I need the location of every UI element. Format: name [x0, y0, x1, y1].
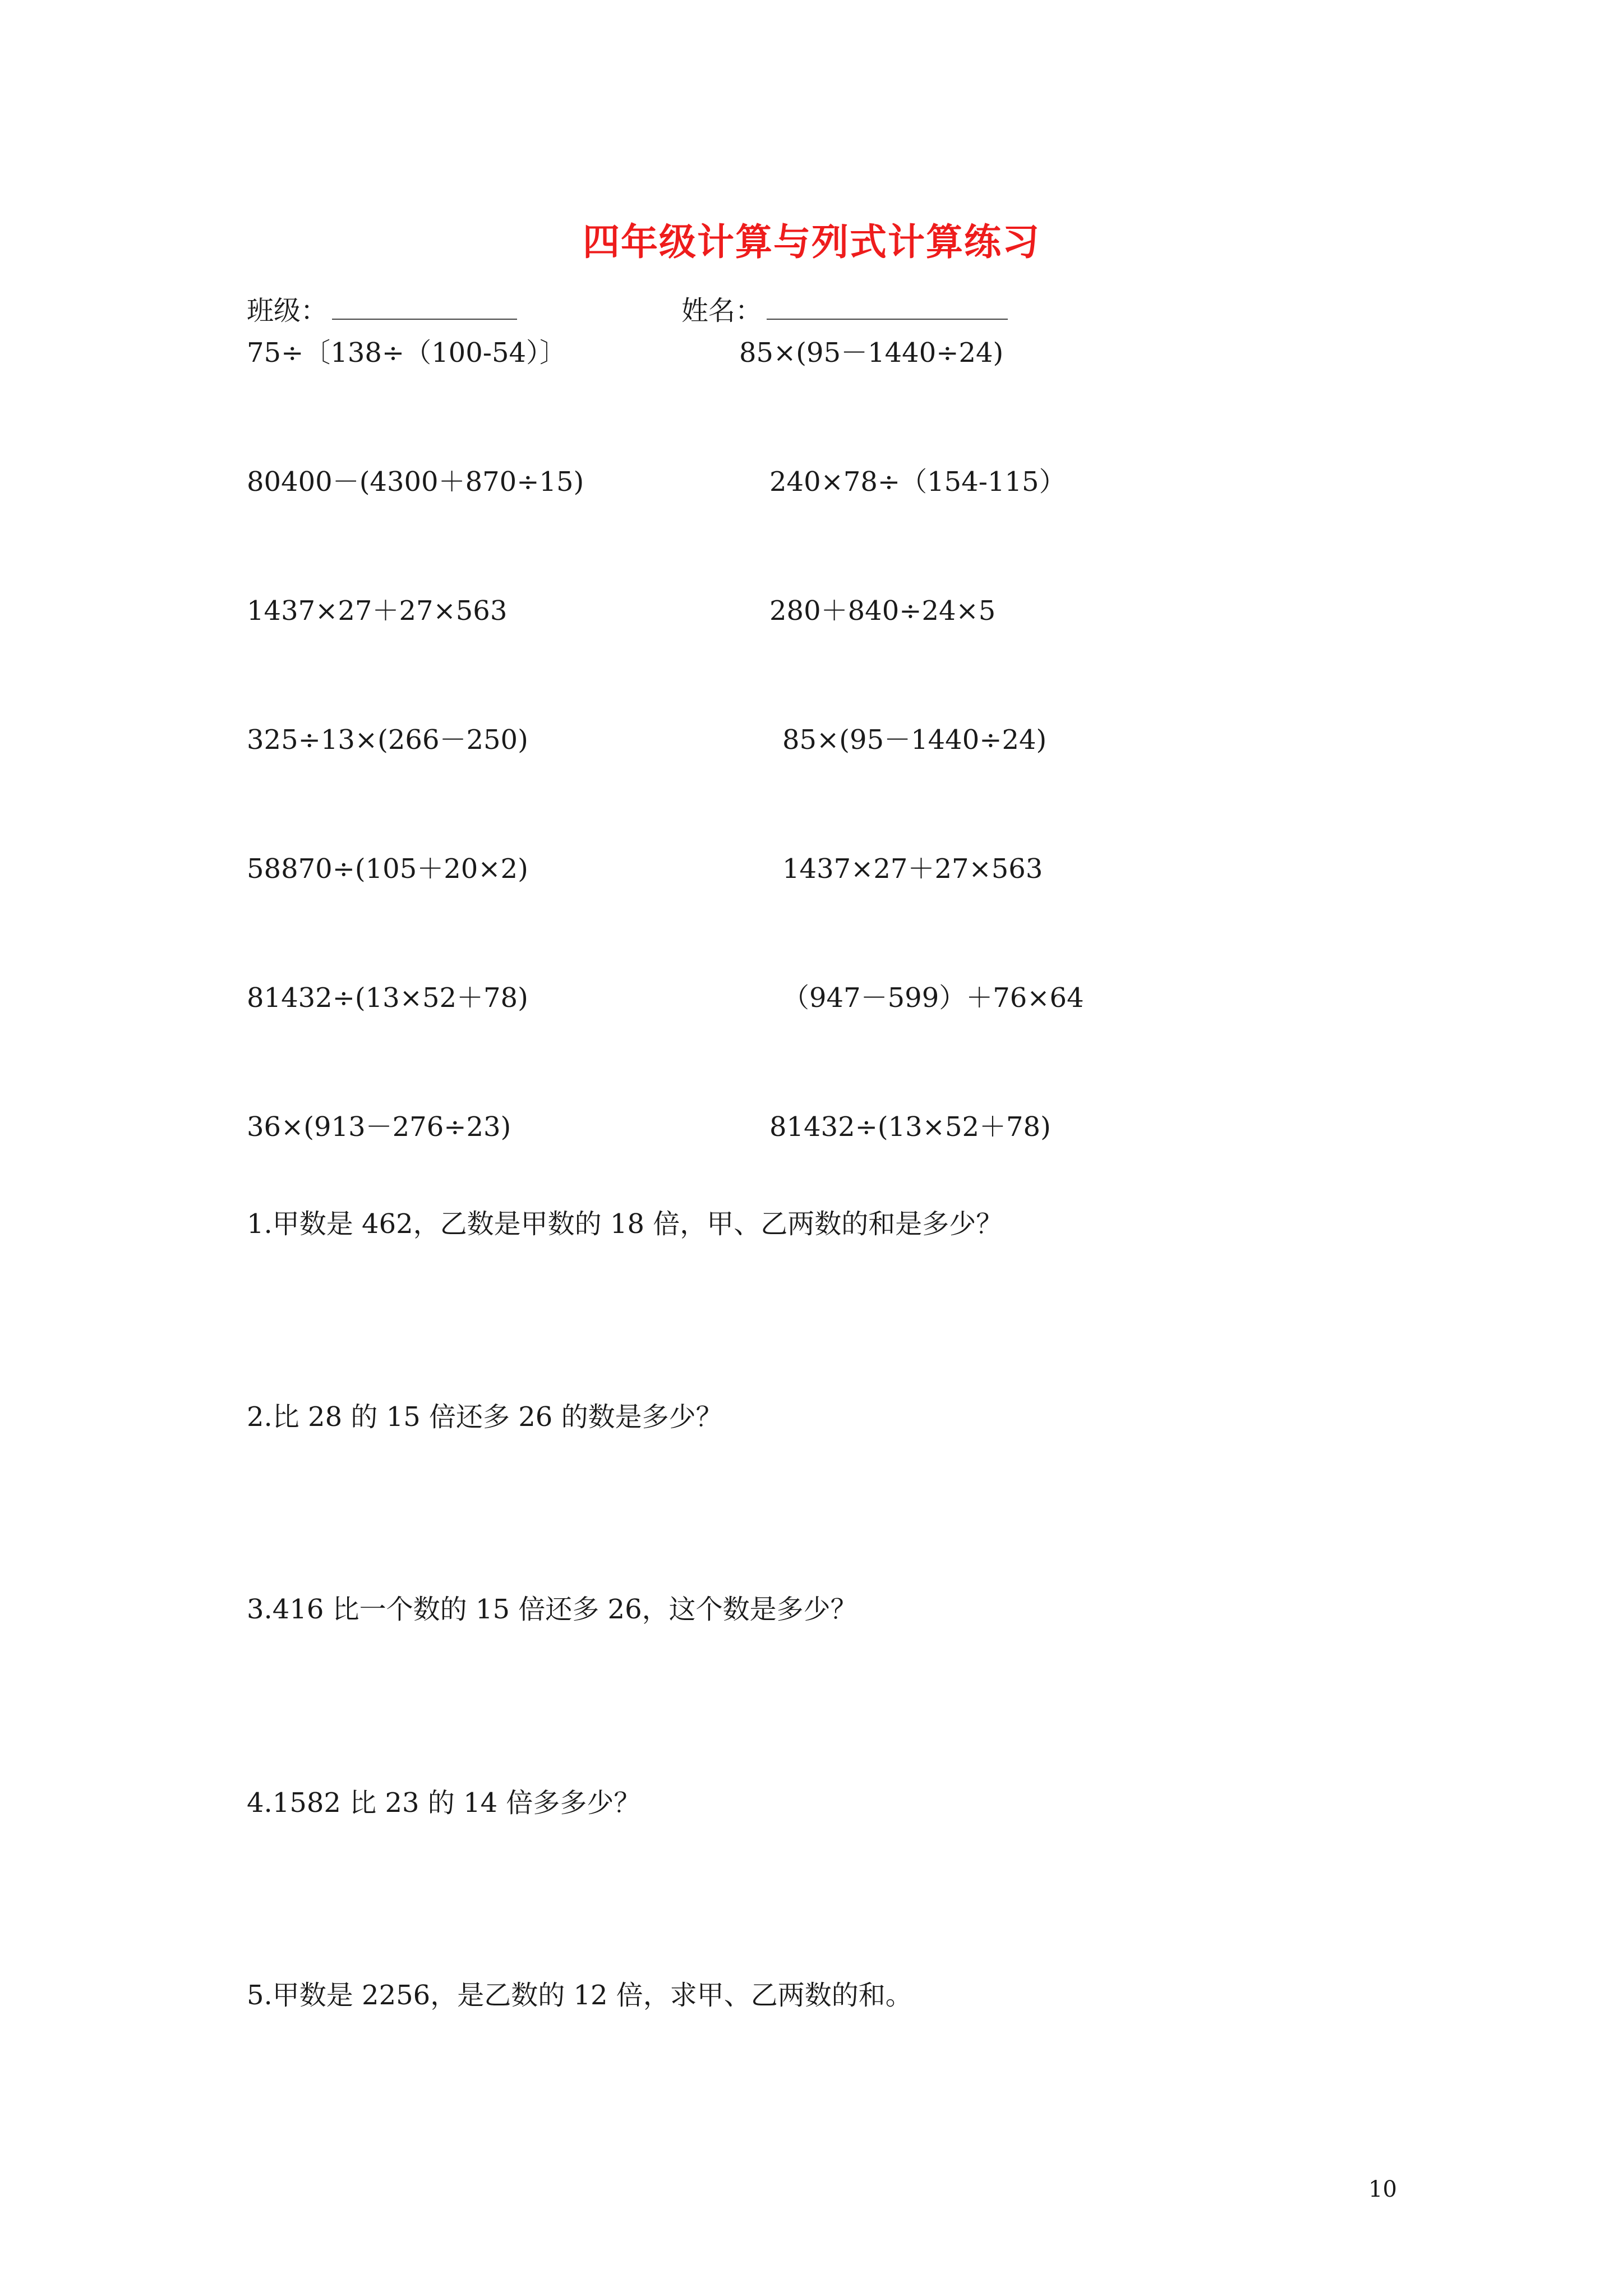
calc-problem-4-left: 325÷13×(266－250): [247, 724, 528, 756]
name-label: 姓名：: [681, 295, 763, 326]
word-problem-1: 1.甲数是 462，乙数是甲数的 18 倍，甲、乙两数的和是多少？: [247, 1208, 1003, 1240]
word-problem-3: 3.416 比一个数的 15 倍还多 26，这个数是多少？: [247, 1594, 857, 1625]
word-problem-4: 4.1582 比 23 的 14 倍多多少？: [247, 1787, 641, 1819]
name-blank: [767, 297, 1008, 320]
calc-problem-5-right: 1437×27＋27×563: [782, 853, 1043, 885]
word-problem-2: 2.比 28 的 15 倍还多 26 的数是多少？: [247, 1401, 723, 1433]
calc-problem-7-left: 36×(913－276÷23): [247, 1111, 511, 1143]
word-problem-5: 5.甲数是 2256，是乙数的 12 倍，求甲、乙两数的和。: [247, 1980, 912, 2011]
calc-problem-2-right: 240×78÷（154-115）: [769, 466, 1066, 498]
class-label: 班级：: [247, 295, 328, 326]
class-blank: [332, 297, 517, 320]
calc-problem-4-right: 85×(95－1440÷24): [782, 724, 1047, 756]
calc-problem-5-left: 58870÷(105＋20×2): [247, 853, 528, 885]
calc-problem-7-right: 81432÷(13×52＋78): [769, 1111, 1051, 1143]
calc-problem-1-left: 75÷〔138÷（100-54）〕: [247, 337, 567, 369]
calc-problem-6-right: （947－599）＋76×64: [782, 982, 1084, 1014]
page-number: 10: [1368, 2177, 1397, 2202]
page-title: 四年级计算与列式计算练习: [583, 220, 1040, 264]
calc-problem-3-right: 280＋840÷24×5: [769, 595, 996, 627]
calc-problem-3-left: 1437×27＋27×563: [247, 595, 508, 627]
calc-problem-2-left: 80400－(4300＋870÷15): [247, 466, 584, 498]
name-field: [681, 297, 1008, 324]
calc-problem-6-left: 81432÷(13×52＋78): [247, 982, 528, 1014]
class-field: [247, 297, 517, 324]
calc-problem-1-right: 85×(95－1440÷24): [739, 337, 1004, 369]
